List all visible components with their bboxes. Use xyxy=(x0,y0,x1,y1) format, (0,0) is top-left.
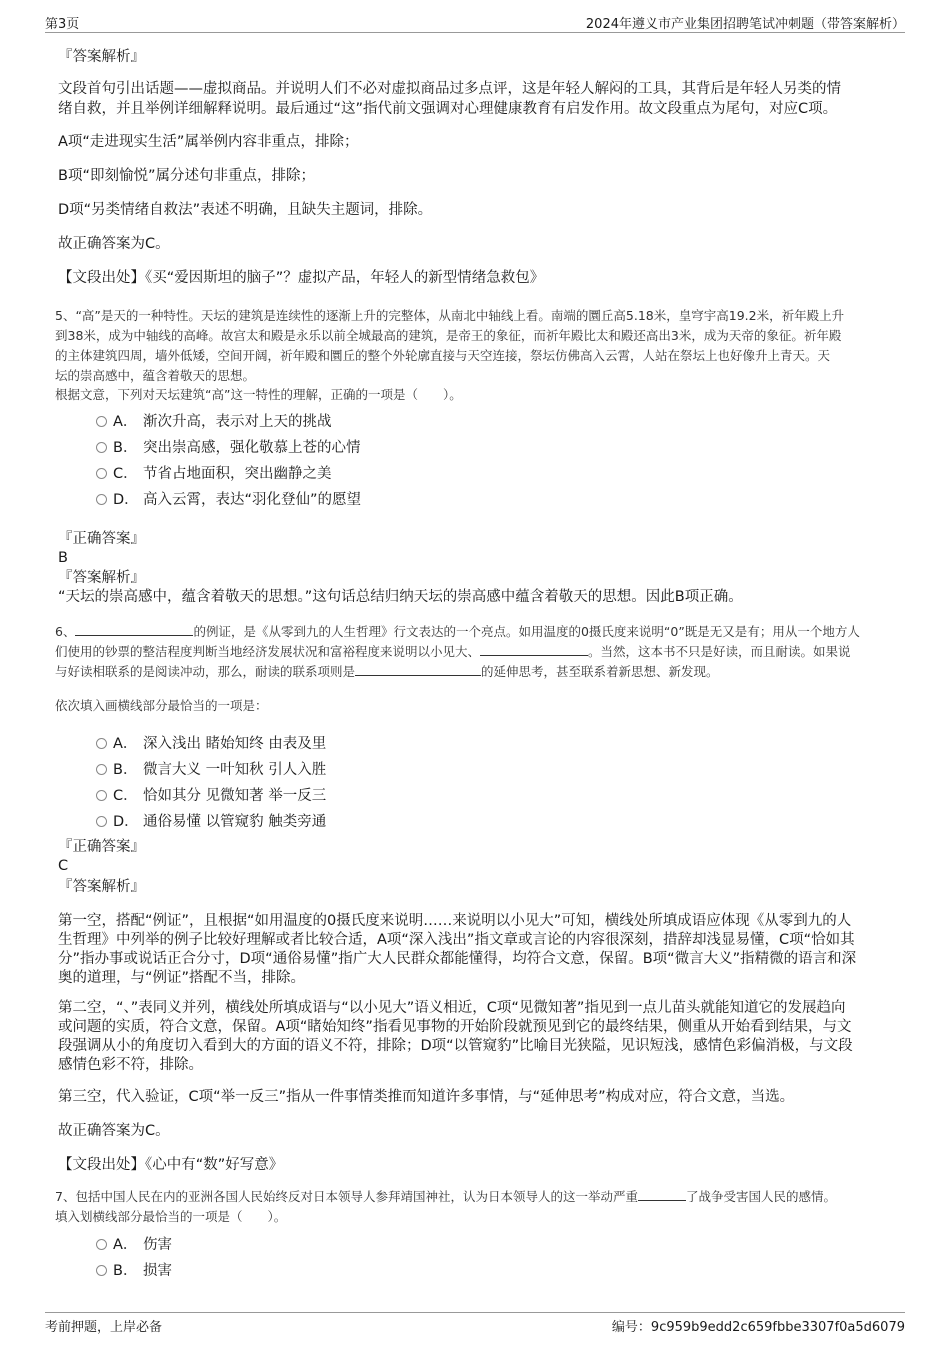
footer-slogan: 考前押题，上岸必备 xyxy=(45,1320,163,1335)
q6-analysis-p1-line-2: 生哲理》中列举的例子比较好理解或者比较合适，A项“深入浅出”指文章或言论的内容很深刻，措辞却浅显易懂，C项“恰如其 xyxy=(58,932,855,948)
q6-prompt: 依次填入画横线部分最恰当的一项是： xyxy=(55,698,268,713)
q6-answer: C xyxy=(58,858,69,874)
page-footer xyxy=(45,1312,905,1337)
q6-option-d[interactable]: D． 通俗易懂 以管窥豹 触类旁通 xyxy=(96,810,326,831)
blank-q7 xyxy=(638,1188,686,1201)
q6-analysis-p1-line-3: 分”指办事或说话正合分寸，D项“通俗易懂”指广大人民群众都能懂得，均符合文意，保留。B项“微言大义”指精微的语言和深 xyxy=(58,951,857,967)
q5-stem-line-4: 坛的崇高感中，蕴含着敬天的思想。 xyxy=(55,368,256,383)
q4-analysis-line-2: 绪自救，并且举例详细解释说明。最后通过“这”指代前文强调对心理健康教育有启发作用。故文段重点为尾句，对应C项。 xyxy=(58,101,838,117)
radio-icon[interactable] xyxy=(96,1265,107,1276)
q6-option-c[interactable]: C． 恰如其分 见微知著 举一反三 xyxy=(96,784,326,805)
q5-option-a[interactable]: A． 渐次升高，表示对上天的挑战 xyxy=(96,410,332,431)
document-title: 2024年遵义市产业集团招聘笔试冲刺题（带答案解析） xyxy=(585,17,905,32)
q5-analysis: “天坛的崇高感中，蕴含着敬天的思想。”这句话总结归纳天坛的崇高感中蕴含着敬天的思想。因此B项正确。 xyxy=(58,589,743,605)
q6-analysis-p1-line-4: 奥的道理，与“例证”搭配不当，排除。 xyxy=(58,970,306,986)
q6-analysis-p2-line-2: 或问题的实质，符合文意，保留。A项“睹始知终”指看见事物的开始阶段就预见到它的最终结果，侧重从开始看到结果，与文 xyxy=(58,1019,852,1035)
q4-source-label: 【文段出处】 xyxy=(58,270,145,286)
q7-option-a[interactable]: A． 伤害 xyxy=(96,1233,172,1254)
q5-stem-line-3: 的主体建筑四周，墙外低矮，空间开阔，祈年殿和圜丘的整个外轮廓直接与天空连接，祭坛仿佛高入云霄，人站在祭坛上也好像升上青天。天 xyxy=(55,348,831,363)
radio-icon[interactable] xyxy=(96,738,107,749)
radio-icon[interactable] xyxy=(96,416,107,427)
q6-analysis-p2-line-1: 第二空，“、”表同义并列，横线处所填成语与“以小见大”语义相近，C项“见微知著”指见到一点儿苗头就能知道它的发展趋向 xyxy=(58,1000,846,1016)
q4-option-d-analysis: D项“另类情绪自救法”表述不明确，且缺失主题词，排除。 xyxy=(58,202,433,218)
q5-analysis-label: 『答案解析』 xyxy=(58,570,145,586)
q4-source xyxy=(58,268,544,288)
blank-2 xyxy=(480,643,588,656)
q6-stem-line-2: 们使用的钞票的整洁程度判断当地经济发展状况和富裕程度来说明以小见大、 。当然，这本书不只是好读，而且耐读。如果说 xyxy=(55,644,851,659)
q6-analysis-p2-line-4: 感情色彩不符，排除。 xyxy=(58,1057,203,1073)
q5-option-c[interactable]: C． 节省占地面积，突出幽静之美 xyxy=(96,462,332,483)
q7-question: 填入划横线部分最恰当的一项是（ ）。 xyxy=(55,1209,287,1224)
radio-icon[interactable] xyxy=(96,442,107,453)
document-id: 编号：9c959b9edd2c659fbbe3307f0a5d6079 xyxy=(611,1320,905,1335)
blank-1 xyxy=(75,623,193,636)
radio-icon[interactable] xyxy=(96,494,107,505)
q5-stem-line-1: 5、“高”是天的一种特性。天坛的建筑是连续性的逐渐上升的完整体，从南北中轴线上看。南端的圜丘高5.18米，皇穹宇高19.2米，祈年殿上升 xyxy=(55,308,845,323)
q6-source-text: 《心中有“数”好写意》 xyxy=(145,1157,284,1173)
q7-option-b[interactable]: B． 损害 xyxy=(96,1259,172,1280)
page-number: 第3页 xyxy=(45,17,80,32)
radio-icon[interactable] xyxy=(96,468,107,479)
q6-answer-label: 『正确答案』 xyxy=(58,839,145,855)
q6-analysis-p2-line-3: 段强调从小的角度切入看到大的方面的语义不符，排除；D项“以管窥豹”比喻目光狭隘，见识短浅，感情色彩偏消极，与文段 xyxy=(58,1038,853,1054)
q5-option-b[interactable]: B． 突出崇高感，强化敬慕上苍的心情 xyxy=(96,436,361,457)
q4-source-text: 《买“爱因斯坦的脑子”？虚拟产品，年轻人的新型情绪急救包》 xyxy=(145,270,545,286)
page-header xyxy=(45,12,905,33)
radio-icon[interactable] xyxy=(96,816,107,827)
radio-icon[interactable] xyxy=(96,764,107,775)
q4-option-a-analysis: A项“走进现实生活”属举例内容非重点，排除； xyxy=(58,134,359,150)
radio-icon[interactable] xyxy=(96,790,107,801)
q6-option-a[interactable]: A． 深入浅出 睹始知终 由表及里 xyxy=(96,732,326,753)
q6-analysis-p3: 第三空，代入验证，C项“举一反三”指从一件事情类推而知道许多事情，与“延伸思考”构成对应，符合文意，当选。 xyxy=(58,1089,795,1105)
q5-option-d[interactable]: D． 高入云霄，表达“羽化登仙”的愿望 xyxy=(96,488,361,509)
q6-conclusion: 故正确答案为C。 xyxy=(58,1123,170,1139)
q4-analysis-label: 『答案解析』 xyxy=(58,49,145,65)
q6-stem-line-3: 与好读相联系的是阅读冲动，那么，耐读的联系项则是 的延伸思考，甚至联系着新思想、新发现。 xyxy=(55,664,719,679)
q5-answer: B xyxy=(58,550,68,566)
q6-source xyxy=(58,1155,283,1175)
q5-answer-label: 『正确答案』 xyxy=(58,531,145,547)
blank-3 xyxy=(355,663,481,676)
q7-stem-line-1: 7、包括中国人民在内的亚洲各国人民始终反对日本领导人参拜靖国神社，认为日本领导人的这一举动严重 了战争受害国人民的感情。 xyxy=(55,1189,836,1204)
radio-icon[interactable] xyxy=(96,1239,107,1250)
q6-analysis-label: 『答案解析』 xyxy=(58,879,145,895)
q6-option-b[interactable]: B． 微言大义 一叶知秋 引人入胜 xyxy=(96,758,326,779)
q4-conclusion: 故正确答案为C。 xyxy=(58,236,170,252)
q4-analysis-line-1: 文段首句引出话题——虚拟商品。并说明人们不必对虚拟商品过多点评，这是年轻人解闷的工具，其背后是年轻人另类的情 xyxy=(58,81,841,97)
q5-question: 根据文意，下列对天坛建筑“高”这一特性的理解，正确的一项是（ ）。 xyxy=(55,387,462,402)
q5-stem-line-2: 到38米，成为中轴线的高峰。故宫太和殿是永乐以前全城最高的建筑，是帝王的象征，而祈年殿比太和殿还高出3米，成为天帝的象征。祈年殿 xyxy=(55,328,842,343)
q6-source-label: 【文段出处】 xyxy=(58,1157,145,1173)
q6-stem-line-1: 6、 的例证，是《从零到九的人生哲理》行文表达的一个亮点。如用温度的0摄氏度来说明“0”既是无又是有；用从一个地方人 xyxy=(55,624,860,639)
q4-option-b-analysis: B项“即刻愉悦”属分述句非重点，排除； xyxy=(58,168,315,184)
q6-analysis-p1-line-1: 第一空，搭配“例证”，且根据“如用温度的0摄氏度来说明……来说明以小见大”可知，横线处所填成语应体现《从零到九的人 xyxy=(58,913,852,929)
